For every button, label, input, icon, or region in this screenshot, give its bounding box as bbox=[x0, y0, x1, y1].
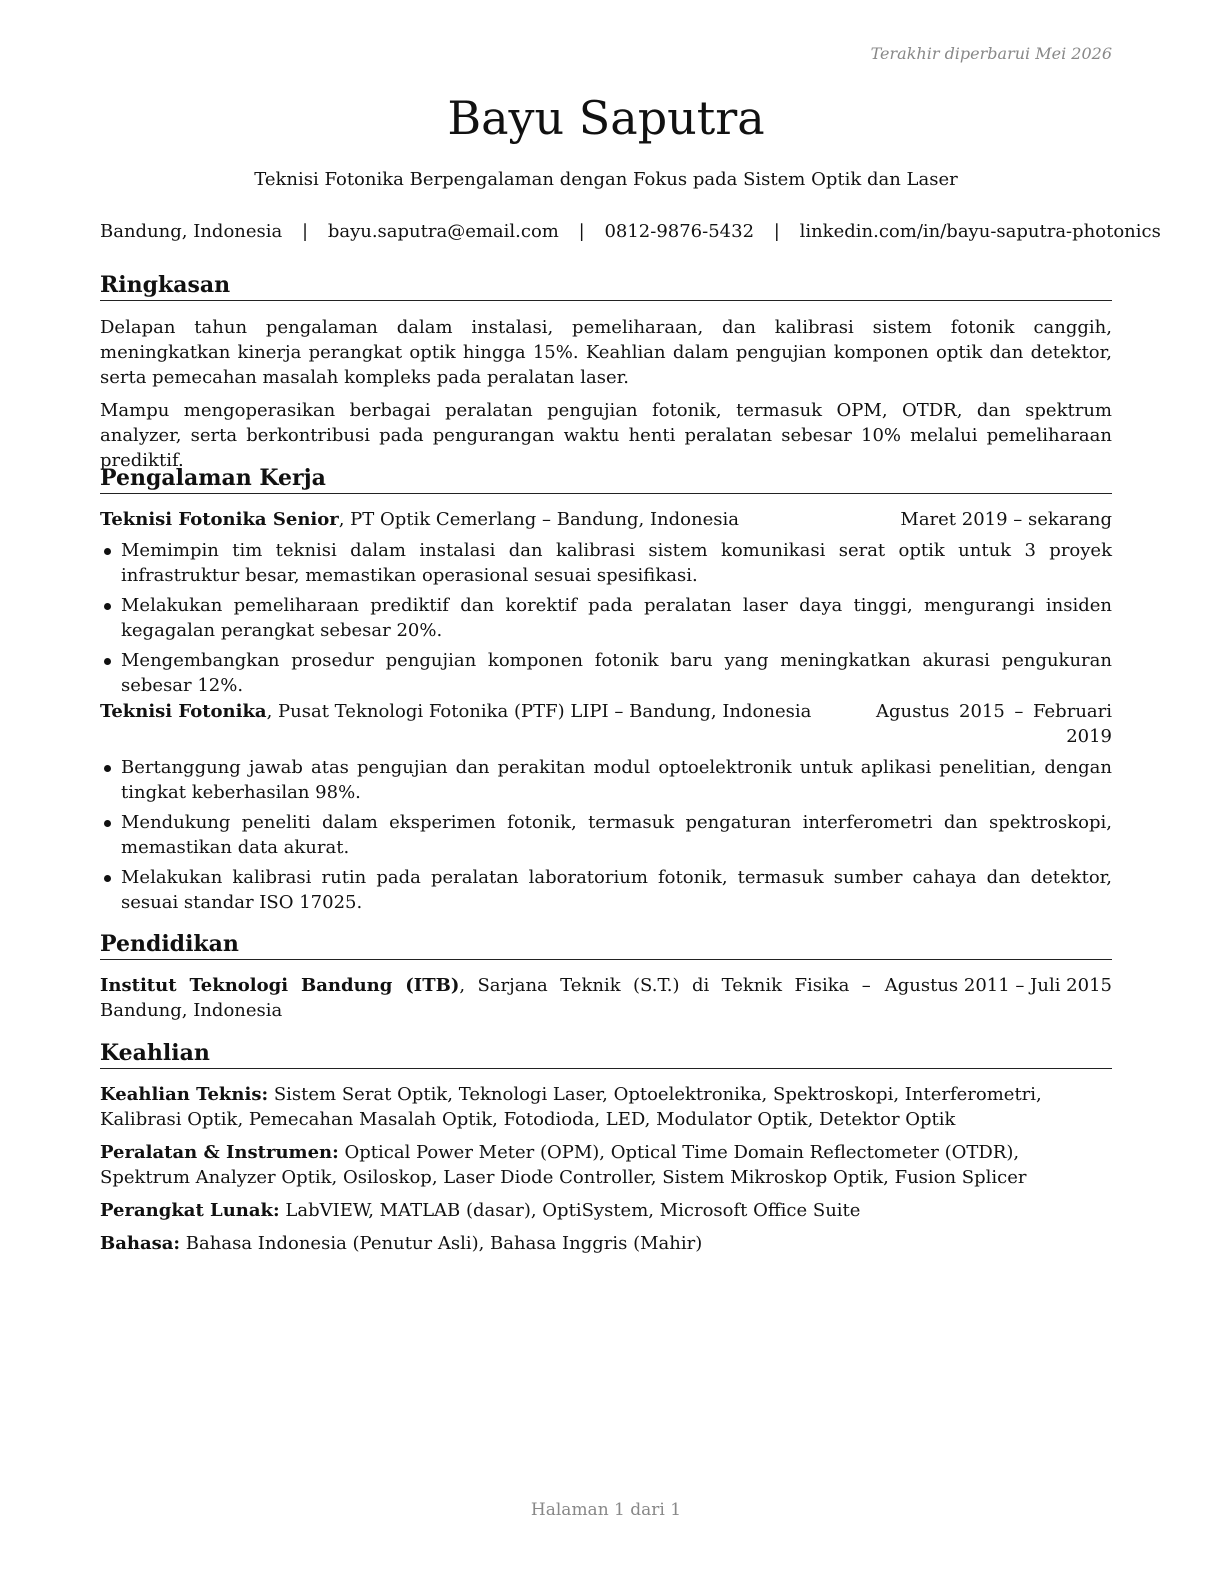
contact-linkedin[interactable]: linkedin.com/in/bayu-saputra-photonics bbox=[799, 221, 1161, 242]
candidate-name: Bayu Saputra bbox=[447, 91, 765, 145]
skill-value: Optical Power Meter (OPM), Optical Time Domain Reflectometer (OTDR), Spektrum Analyzer Optik, Osiloskop, Laser Diode Controller, Sistem Mikroskop Optik, Fusion Splicer bbox=[100, 1142, 1027, 1188]
skill-row bbox=[100, 1198, 1112, 1223]
contact-location: Bandung, Indonesia bbox=[100, 221, 283, 242]
last-updated: Terakhir diperbarui Mei 2026 bbox=[870, 44, 1112, 63]
job-dates: Maret 2019 – sekarang bbox=[900, 509, 1112, 530]
list-item: Melakukan kalibrasi rutin pada peralatan laboratorium fotonik, termasuk sumber cahaya dan detektor, sesuai standar ISO 17025. bbox=[100, 865, 1112, 915]
section-title-education: Pendidikan bbox=[100, 929, 1112, 960]
contact-phone[interactable]: 0812-9876-5432 bbox=[604, 221, 755, 242]
job-header bbox=[100, 507, 1112, 532]
summary-section bbox=[100, 315, 1112, 481]
contact-separator: | bbox=[578, 221, 585, 242]
contact-separator: | bbox=[302, 221, 309, 242]
education-detail: , Sarjana Teknik (S.T.) di Teknik Fisika – Bandung, Indonesia bbox=[100, 975, 871, 1021]
summary-paragraph: Delapan tahun pengalaman dalam instalasi, pemeliharaan, dan kalibrasi sistem fotonik canggih, meningkatkan kinerja perangkat optik hingga 15%. Keahlian dalam pengujian komponen optik dan detektor, serta pemecahan masalah kompleks pada peralatan laser. bbox=[100, 317, 1112, 388]
education-entry bbox=[100, 973, 1112, 1023]
contact-line bbox=[100, 219, 1161, 245]
skill-label: Peralatan & Instrumen: bbox=[100, 1142, 339, 1163]
job-org: , PT Optik Cemerlang – Bandung, Indonesia bbox=[338, 509, 739, 530]
list-item: Melakukan pemeliharaan prediktif dan korektif pada peralatan laser daya tinggi, mengurangi insiden kegagalan perangkat sebesar 20%. bbox=[100, 593, 1112, 643]
list-item: Mendukung peneliti dalam eksperimen fotonik, termasuk pengaturan interferometri dan spektroskopi, memastikan data akurat. bbox=[100, 810, 1112, 860]
job-dates: Agustus 2015 – Februari 2019 bbox=[876, 701, 1112, 747]
skill-value: Bahasa Indonesia (Penutur Asli), Bahasa Inggris (Mahir) bbox=[180, 1233, 703, 1254]
contact-separator: | bbox=[773, 221, 780, 242]
section-title-experience: Pengalaman Kerja bbox=[100, 463, 1112, 494]
education-school: Institut Teknologi Bandung (ITB) bbox=[100, 975, 460, 996]
education-line bbox=[100, 973, 885, 1023]
education-header bbox=[100, 973, 1112, 1023]
section-title-skills: Keahlian bbox=[100, 1038, 1112, 1069]
job-title-line bbox=[100, 699, 876, 724]
skills-section bbox=[100, 1082, 1112, 1264]
resume-page bbox=[100, 0, 1161, 1584]
skill-label: Bahasa: bbox=[100, 1233, 181, 1254]
list-item: Memimpin tim teknisi dalam instalasi dan kalibrasi sistem komunikasi serat optik untuk 3 proyek infrastruktur besar, memastikan operasional sesuai spesifikasi. bbox=[100, 538, 1112, 588]
skill-value: Sistem Serat Optik, Teknologi Laser, Optoelektronika, Spektroskopi, Interferometri, Kalibrasi Optik, Pemecahan Masalah Optik, Fotodioda, LED, Modulator Optik, Detektor Optik bbox=[100, 1084, 1042, 1130]
skill-label: Perangkat Lunak: bbox=[100, 1200, 280, 1221]
contact-email[interactable]: bayu.saputra@email.com bbox=[327, 221, 559, 242]
job-bullets bbox=[100, 755, 1112, 915]
list-item: Bertanggung jawab atas pengujian dan perakitan modul optoelektronik untuk aplikasi penelitian, dengan tingkat keberhasilan 98%. bbox=[100, 755, 1112, 805]
job-org: , Pusat Teknologi Fotonika (PTF) LIPI – Bandung, Indonesia bbox=[266, 701, 812, 722]
skill-row bbox=[100, 1082, 1112, 1132]
summary-paragraph: Mampu mengoperasikan berbagai peralatan pengujian fotonik, termasuk OPM, OTDR, dan spektrum analyzer, serta berkontribusi pada pengurangan waktu henti peralatan sebesar 10% melalui pemeliharaan prediktif. bbox=[100, 400, 1112, 471]
skill-label: Keahlian Teknis: bbox=[100, 1084, 269, 1105]
job-role: Teknisi Fotonika bbox=[100, 701, 267, 722]
job-bullets bbox=[100, 538, 1112, 698]
job-title-line bbox=[100, 507, 900, 532]
experience-job bbox=[100, 507, 1112, 703]
skill-row bbox=[100, 1140, 1112, 1190]
skill-row bbox=[100, 1231, 1112, 1256]
page-footer: Halaman 1 dari 1 bbox=[530, 1500, 682, 1520]
job-role: Teknisi Fotonika Senior bbox=[100, 509, 339, 530]
list-item: Mengembangkan prosedur pengujian komponen fotonik baru yang meningkatkan akurasi pengukuran sebesar 12%. bbox=[100, 648, 1112, 698]
job-header bbox=[100, 699, 1112, 749]
skill-value: LabVIEW, MATLAB (dasar), OptiSystem, Microsoft Office Suite bbox=[279, 1200, 861, 1221]
experience-job bbox=[100, 699, 1112, 920]
education-dates: Agustus 2011 – Juli 2015 bbox=[884, 975, 1112, 996]
section-title-summary: Ringkasan bbox=[100, 270, 1112, 301]
tagline: Teknisi Fotonika Berpengalaman dengan Fokus pada Sistem Optik dan Laser bbox=[254, 169, 958, 190]
